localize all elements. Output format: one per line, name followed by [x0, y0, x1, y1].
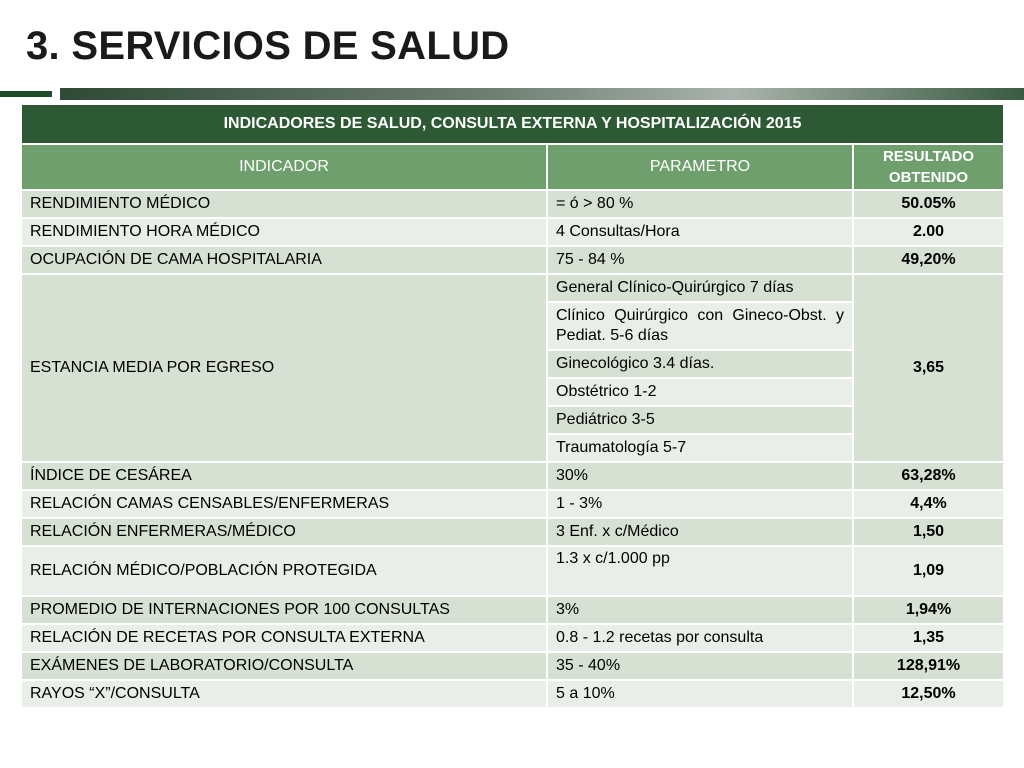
table-row	[21, 246, 1004, 274]
stay-parameter: Pediátrico 3-5	[547, 406, 853, 434]
table-row	[21, 546, 1004, 596]
table-row	[21, 624, 1004, 652]
row-indicator: PROMEDIO DE INTERNACIONES POR 100 CONSULTAS	[21, 596, 547, 624]
table-row	[21, 190, 1004, 218]
header-parameter: PARAMETRO	[547, 144, 853, 190]
row-parameter: 3 Enf. x c/Médico	[547, 518, 853, 546]
row-indicator: RELACIÓN ENFERMERAS/MÉDICO	[21, 518, 547, 546]
stay-indicator: ESTANCIA MEDIA POR EGRESO	[21, 274, 547, 462]
table-row	[21, 680, 1004, 708]
row-indicator: ÍNDICE DE CESÁREA	[21, 462, 547, 490]
row-result: 1,94%	[853, 596, 1004, 624]
row-parameter: = ó > 80 %	[547, 190, 853, 218]
row-indicator: EXÁMENES DE LABORATORIO/CONSULTA	[21, 652, 547, 680]
row-indicator: RELACIÓN CAMAS CENSABLES/ENFERMERAS	[21, 490, 547, 518]
header-indicator: INDICADOR	[21, 144, 547, 190]
row-result: 1,50	[853, 518, 1004, 546]
row-parameter: 75 - 84 %	[547, 246, 853, 274]
row-parameter: 1.3 x c/1.000 pp	[547, 546, 853, 596]
underline-accent	[0, 91, 52, 97]
row-result: 12,50%	[853, 680, 1004, 708]
table-row-stay	[21, 274, 1004, 302]
row-result: 4,4%	[853, 490, 1004, 518]
page-title: 3. SERVICIOS DE SALUD	[26, 24, 510, 68]
column-headers	[21, 144, 1004, 190]
table-row	[21, 596, 1004, 624]
row-result: 128,91%	[853, 652, 1004, 680]
header-result: RESULTADO OBTENIDO	[853, 144, 1004, 190]
stay-parameter: Traumatología 5-7	[547, 434, 853, 462]
stay-parameter: Clínico Quirúrgico con Gineco-Obst. y Pediat. 5-6 días	[547, 302, 853, 350]
row-parameter: 0.8 - 1.2 recetas por consulta	[547, 624, 853, 652]
row-result: 1,35	[853, 624, 1004, 652]
row-indicator: RELACIÓN DE RECETAS POR CONSULTA EXTERNA	[21, 624, 547, 652]
row-parameter: 5 a 10%	[547, 680, 853, 708]
row-result: 50.05%	[853, 190, 1004, 218]
row-result: 49,20%	[853, 246, 1004, 274]
stay-parameter: Obstétrico 1-2	[547, 378, 853, 406]
row-indicator: RENDIMIENTO MÉDICO	[21, 190, 547, 218]
row-indicator: RELACIÓN MÉDICO/POBLACIÓN PROTEGIDA	[21, 546, 547, 596]
stay-parameter: General Clínico-Quirúrgico 7 días	[547, 274, 853, 302]
title-underline	[0, 88, 1024, 100]
row-parameter: 35 - 40%	[547, 652, 853, 680]
row-parameter: 3%	[547, 596, 853, 624]
table-title: INDICADORES DE SALUD, CONSULTA EXTERNA Y HOSPITALIZACIÓN 2015	[21, 104, 1004, 144]
row-indicator: OCUPACIÓN DE CAMA HOSPITALARIA	[21, 246, 547, 274]
row-parameter: 4 Consultas/Hora	[547, 218, 853, 246]
row-result: 1,09	[853, 546, 1004, 596]
indicators-table	[20, 103, 1005, 709]
row-parameter: 30%	[547, 462, 853, 490]
stay-parameter: Ginecológico 3.4 días.	[547, 350, 853, 378]
stay-result: 3,65	[853, 274, 1004, 462]
row-parameter: 1 - 3%	[547, 490, 853, 518]
row-indicator: RAYOS “X”/CONSULTA	[21, 680, 547, 708]
row-indicator: RENDIMIENTO HORA MÉDICO	[21, 218, 547, 246]
underline-gradient	[60, 88, 1024, 100]
row-result: 2.00	[853, 218, 1004, 246]
table-row	[21, 490, 1004, 518]
table-row	[21, 462, 1004, 490]
table-row	[21, 518, 1004, 546]
row-result: 63,28%	[853, 462, 1004, 490]
table-row	[21, 652, 1004, 680]
table-row	[21, 218, 1004, 246]
